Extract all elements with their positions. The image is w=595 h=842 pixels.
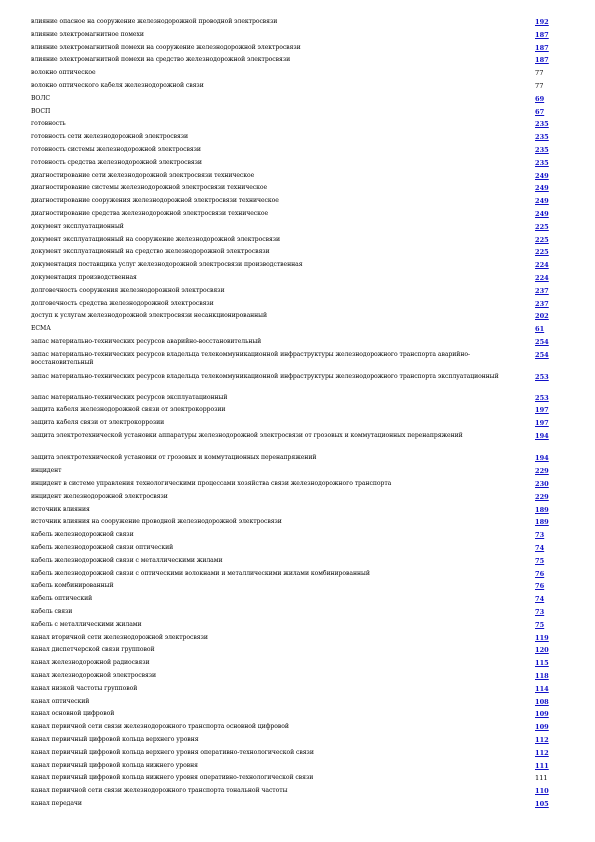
index-term: кабель железнодорожной связи оптический: [31, 544, 174, 551]
index-term: кабель комбинированный: [31, 582, 114, 590]
index-term: кабель железнодорожной связи с оптическими волокнами и металлическими жилами комбинированный: [31, 569, 370, 577]
page-number-link[interactable]: 111: [535, 761, 549, 770]
index-entry: [31, 544, 551, 552]
index-entry: [31, 762, 551, 770]
index-term: канал основной цифровой: [31, 710, 115, 718]
page-number-link[interactable]: 202: [535, 312, 549, 321]
page-number-link[interactable]: 114: [535, 684, 549, 693]
index-entry: [31, 351, 551, 367]
page-number-link[interactable]: 225: [535, 222, 549, 231]
index-term: источник влияния на сооружение проводной железнодорожной электросвязи: [31, 518, 282, 526]
index-term: канал первичный цифровой кольца верхнего уровня: [31, 736, 199, 743]
index-entry: [31, 82, 551, 90]
index-term: защита электротехнической установки от грозовых и коммутационных перенапряжений: [31, 454, 317, 461]
page-number-link[interactable]: 187: [535, 56, 549, 65]
index-term: инцидент: [31, 467, 62, 474]
index-term: инцидент в системе управления технологическими процессами хозяйства связи железнодорожного транспорта: [31, 480, 392, 487]
page-number-link[interactable]: 230: [535, 480, 549, 488]
index-entry: [31, 274, 551, 282]
index-term: диагностирование сооружения железнодорожной электросвязи техническое: [31, 197, 279, 205]
index-entry: [31, 419, 551, 427]
index-entry: [31, 710, 551, 718]
index-entry: [31, 44, 551, 52]
index-entry: [31, 287, 551, 295]
page-number-link: 77: [535, 82, 544, 90]
page-number-link[interactable]: 187: [535, 43, 549, 52]
page-number-link[interactable]: 109: [535, 710, 549, 719]
index-entry: [31, 261, 551, 269]
page-number-link[interactable]: 67: [535, 107, 545, 116]
page-number-link[interactable]: 75: [535, 556, 545, 565]
index-term: готовность средства железнодорожной электросвязи: [31, 158, 202, 166]
index-entry: [31, 685, 551, 693]
page-number-link[interactable]: 224: [535, 261, 549, 270]
index-term: готовность: [31, 120, 66, 128]
index-term: канал диспетчерской связи групповой: [31, 646, 155, 654]
index-term: влияние опасное на сооружение железнодорожной проводной электросвязи: [31, 18, 278, 25]
page-number-link[interactable]: 249: [535, 171, 549, 180]
index-entry: [31, 493, 551, 501]
page-number-link[interactable]: 61: [535, 325, 545, 334]
index-entry: [31, 146, 551, 154]
page-number-link[interactable]: 69: [535, 94, 545, 103]
index-term: канал первичной сети связи железнодорожного транспорта основной цифровой: [31, 723, 289, 731]
index-term: канал передачи: [31, 800, 82, 807]
index-entry: [31, 338, 551, 346]
index-entry: [31, 172, 551, 180]
index-term: документ эксплуатационный на сооружение железнодорожной электросвязи: [31, 235, 281, 243]
index-term: кабель с металлическими жилами: [31, 620, 142, 628]
page-number-link[interactable]: 197: [535, 419, 549, 428]
page-number-link: 77: [535, 69, 544, 78]
index-entry: [31, 698, 551, 706]
page-number-link[interactable]: 120: [535, 646, 549, 655]
index-term: ВОСП: [31, 107, 51, 115]
index-entry: [31, 248, 551, 256]
index-entry: [31, 736, 551, 744]
page-number-link: 111: [535, 774, 548, 783]
index-entry: [31, 210, 551, 218]
index-term: волокно оптического кабеля железнодорожной связи: [31, 82, 204, 89]
index-term: запас материально-технических ресурсов владельца телекоммуникационной инфраструктуры железнодорожного транспорта аварийно-восстановительный: [31, 350, 470, 366]
index-term: документ эксплуатационный: [31, 222, 124, 230]
index-term: канал первичный цифровой кольца нижнего уровня: [31, 761, 198, 769]
index-term: доступ к услугам железнодорожной электросвязи несанкционированный: [31, 312, 267, 320]
index-term: диагностирование средства железнодорожной электросвязи техническое: [31, 210, 269, 217]
index-entry: [31, 108, 551, 116]
index-term: инцидент железнодорожной электросвязи: [31, 492, 168, 500]
index-entry: [31, 506, 551, 514]
index-entry: [31, 95, 551, 103]
index-term: документация производственная: [31, 274, 137, 281]
index-term: волокно оптическое: [31, 69, 96, 77]
index-term: диагностирование системы железнодорожной электросвязи техническое: [31, 184, 268, 192]
index-term: защита электротехнической установки аппаратуры железнодорожной электросвязи от грозовых и коммутационных перенапряжений: [31, 432, 463, 439]
page-number-link[interactable]: 237: [535, 286, 549, 295]
index-entry: [31, 646, 551, 654]
page-number-link[interactable]: 74: [535, 595, 545, 604]
page-number-link[interactable]: 110: [535, 787, 549, 796]
index-entry: [31, 749, 551, 757]
page-number-link[interactable]: 76: [535, 582, 545, 591]
page-number-link[interactable]: 112: [535, 736, 549, 744]
index-term: документация поставщика услуг железнодорожной электросвязи производственная: [31, 261, 303, 269]
index-term: влияние электромагнитной помехи на сооружение железнодорожной электросвязи: [31, 43, 301, 51]
index-term: канал оптический: [31, 697, 90, 705]
index-entry: [31, 394, 551, 402]
index-term: канал первичный цифровой кольца верхнего уровня оперативно-технологической связи: [31, 748, 314, 756]
page-number-link[interactable]: 112: [535, 748, 549, 757]
index-entry: [31, 621, 551, 629]
page-number-link[interactable]: 249: [535, 197, 549, 206]
index-entry: [31, 432, 551, 440]
page-number-link[interactable]: 118: [535, 672, 549, 680]
index-term: канал железнодорожной электросвязи: [31, 672, 157, 679]
index-term: влияние электромагнитной помехи на средство железнодорожной электросвязи: [31, 56, 291, 64]
index-term: кабель железнодорожной связи: [31, 531, 134, 539]
page-number-link[interactable]: 192: [535, 18, 549, 26]
page-number-link[interactable]: 249: [535, 210, 549, 218]
index-term: готовность сети железнодорожной электросвязи: [31, 133, 189, 141]
index-term: канал вторичной сети железнодорожной электросвязи: [31, 633, 208, 641]
page-number-link[interactable]: 253: [535, 393, 549, 402]
index-term: канал первичный цифровой кольца нижнего уровня оперативно-технологической связи: [31, 774, 314, 782]
index-entry: [31, 31, 551, 39]
index-term: ВОЛС: [31, 94, 51, 102]
index-entry: [31, 18, 551, 26]
page-number-link[interactable]: 235: [535, 120, 549, 129]
index-term: канал низкой частоты групповой: [31, 684, 138, 692]
index-entry: [31, 236, 551, 244]
index-entry: [31, 467, 551, 475]
index-entry: [31, 56, 551, 64]
page-number-link[interactable]: 249: [535, 184, 549, 193]
page-number-link[interactable]: 119: [535, 633, 549, 642]
page-number-link[interactable]: 189: [535, 505, 549, 514]
index-entry: [31, 312, 551, 320]
page-number-link[interactable]: 74: [535, 544, 545, 552]
page-number-link[interactable]: 75: [535, 620, 545, 629]
index-term: кабель железнодорожной связи с металлическими жилами: [31, 556, 223, 564]
index-entry: [31, 184, 551, 192]
index-term: запас материально-технических ресурсов аварийно-восстановительный: [31, 338, 262, 345]
index-entry: [31, 223, 551, 231]
index-term: диагностирование сети железнодорожной электросвязи техническое: [31, 171, 255, 179]
page-number-link[interactable]: 109: [535, 723, 549, 732]
page-number-link[interactable]: 229: [535, 492, 549, 501]
index-term: защита кабеля железнодорожной связи от электрокоррозии: [31, 406, 226, 414]
index-entry: [31, 133, 551, 141]
index-entry: [31, 634, 551, 642]
page-number-link[interactable]: 235: [535, 158, 549, 167]
page-number-link[interactable]: 187: [535, 30, 549, 39]
index-entry: [31, 373, 551, 381]
index-entry: [31, 672, 551, 680]
index-term: канал железнодорожной радиосвязи: [31, 659, 150, 667]
index-term: влияние электромагнитное помехи: [31, 30, 144, 38]
index-entry: [31, 454, 551, 462]
index-term: кабель связи: [31, 608, 73, 615]
index-term: ЕСМА: [31, 325, 51, 333]
index-entry: [31, 595, 551, 603]
index-term: запас материально-технических ресурсов эксплуатационный: [31, 393, 228, 401]
index-term: источник влияния: [31, 505, 90, 513]
index-entry: [31, 480, 551, 488]
page-number-link[interactable]: 115: [535, 659, 549, 668]
page-number-link[interactable]: 105: [535, 800, 549, 808]
page-number-link[interactable]: 229: [535, 467, 549, 475]
page-number-link[interactable]: 225: [535, 248, 549, 257]
index-entry: [31, 570, 551, 578]
page-number-link[interactable]: 237: [535, 299, 549, 308]
index-entry: [31, 582, 551, 590]
page-number-link[interactable]: 254: [535, 338, 549, 346]
page-number-link[interactable]: 194: [535, 432, 549, 440]
index-term: готовность системы железнодорожной электросвязи: [31, 146, 201, 153]
index-entry: [31, 659, 551, 667]
index-entry: [31, 406, 551, 414]
page-number-link[interactable]: 235: [535, 146, 549, 154]
page-number-link[interactable]: 76: [535, 569, 545, 578]
index-entry: [31, 531, 551, 539]
page-number-link[interactable]: 254: [535, 350, 549, 359]
page-number-link[interactable]: 108: [535, 697, 549, 706]
page-number-link[interactable]: 194: [535, 454, 549, 462]
index-term: защита кабеля связи от электрокоррозии: [31, 419, 165, 427]
index-term: долговечность средства железнодорожной электросвязи: [31, 299, 214, 307]
index-entry: [31, 518, 551, 526]
index-term: кабель оптический: [31, 595, 93, 603]
index-entry: [31, 787, 551, 795]
page-number-link[interactable]: 253: [535, 372, 549, 381]
page-number-link[interactable]: 235: [535, 133, 549, 142]
index-term: долговечность сооружения железнодорожной электросвязи: [31, 286, 225, 294]
index-entry: [31, 159, 551, 167]
page-number-link[interactable]: 73: [535, 531, 545, 540]
index-entry: [31, 774, 551, 782]
page-number-link[interactable]: 224: [535, 274, 549, 282]
index-entry: [31, 557, 551, 565]
page-number-link[interactable]: 73: [535, 608, 545, 616]
index-entry: [31, 608, 551, 616]
page-number-link[interactable]: 197: [535, 406, 549, 415]
page-number-link[interactable]: 225: [535, 235, 549, 244]
index-entry: [31, 723, 551, 731]
index-entry: [31, 120, 551, 128]
index-term: канал первичной сети связи железнодорожного транспорта тональной частоты: [31, 787, 288, 795]
index-term: документ эксплуатационный на средство железнодорожной электросвязи: [31, 248, 270, 256]
index-entry: [31, 300, 551, 308]
index-term: запас материально-технических ресурсов владельца телекоммуникационной инфраструктуры железнодорожного транспорта эксплуатационный: [31, 372, 499, 380]
index-entry: [31, 325, 551, 333]
page-number-link[interactable]: 189: [535, 518, 549, 527]
index-entry: [31, 69, 551, 77]
index-entry: [31, 197, 551, 205]
index-entry: [31, 800, 551, 808]
